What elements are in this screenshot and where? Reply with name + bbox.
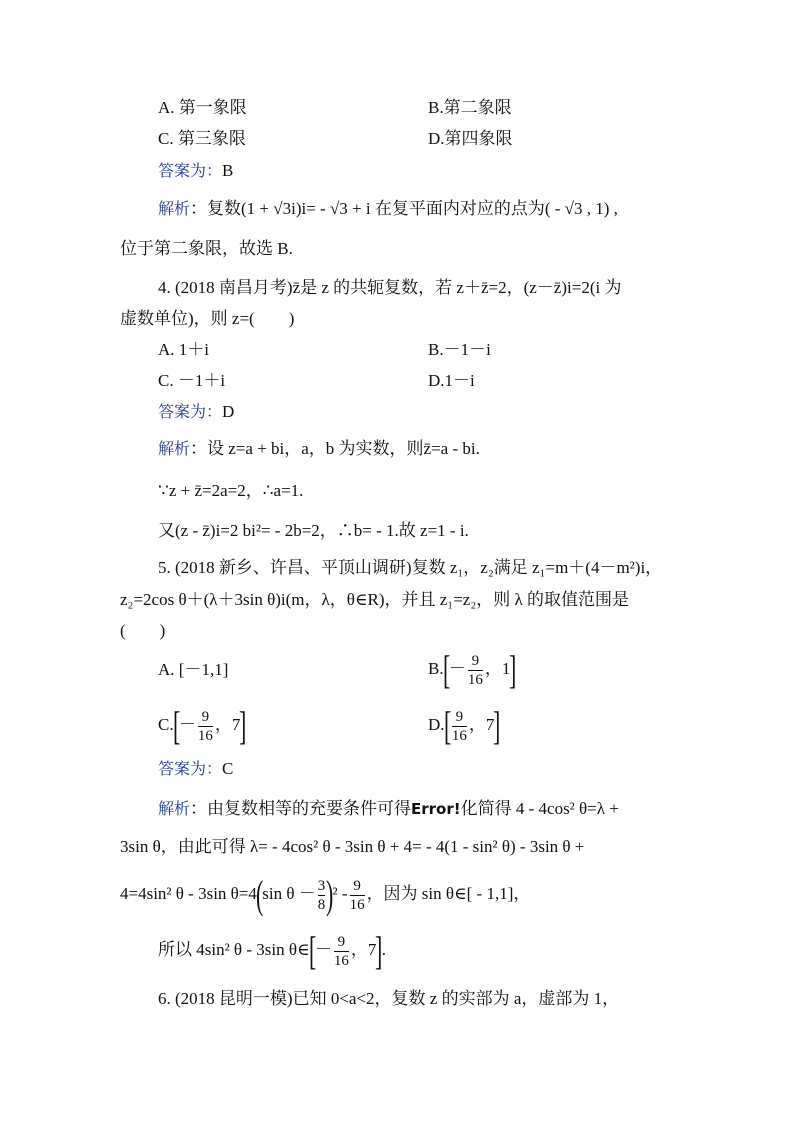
q4-option-d: D.1－i: [428, 371, 475, 390]
q4-stem-line2: 虚数单位)，则 z=( ): [120, 309, 295, 328]
q4-answer: [158, 401, 234, 423]
q6-stem-line1: 6. (2018 昆明一模)已知 0<a<2，复数 z 的实部为 a，虚部为 1，: [158, 989, 620, 1008]
fraction: $\frac{3}{8}$: [317, 877, 326, 913]
answer-label: 答案为：: [158, 161, 223, 180]
q4-option-c: C. －1＋i: [158, 371, 226, 390]
answer-value: D: [222, 402, 235, 421]
q5-analysis-line4: 所以 4sin² θ - 3sin θ∈[－ $\frac{9}{16}$ ，7].: [158, 928, 386, 974]
right-paren-icon: ): [326, 872, 334, 918]
q5-stem-line1: 5. (2018 新乡、许昌、平顶山调研)复数 z₁，z₂满足 z₁=m＋(4－m²)i，: [158, 558, 663, 577]
q5-option-c: C.[－ $\frac{9}{16}$ ，7]: [158, 703, 247, 749]
q4-option-b: B.－1－i: [428, 340, 491, 359]
q5-stem-line2: z₂=2cos θ＋(λ＋3sin θ)i(m，λ，θ∈R)，并且 z₁=z₂，则 λ 的取值范围是: [120, 590, 630, 609]
fraction: $\frac{9}{16}$: [197, 708, 213, 744]
right-bracket-icon: ]: [375, 928, 383, 974]
error-text: Error!: [411, 800, 461, 818]
left-bracket-icon: [: [308, 928, 316, 974]
q3-option-d: D.第四象限: [428, 129, 513, 148]
q5-stem-line3: ( ): [120, 621, 166, 640]
q3-option-b: B.第二象限: [428, 98, 512, 117]
answer-value: C: [222, 759, 234, 778]
answer-value: B: [222, 161, 234, 180]
analysis-label: 解析: [158, 439, 191, 458]
fraction: $\frac{9}{16}$: [451, 708, 467, 744]
q3-analysis-line1: [158, 198, 618, 220]
q5-analysis-line2: 3sin θ，由此可得 λ= - 4cos² θ - 3sin θ + 4= - 4(1 - sin² θ) - 3sin θ +: [120, 837, 585, 856]
q5-option-a: A. [－1,1]: [158, 660, 229, 679]
q5-answer: [158, 758, 233, 780]
fraction: $\frac{9}{16}$: [349, 877, 365, 913]
q3-answer: [158, 160, 233, 182]
q5-option-d: D.[ $\frac{9}{16}$ ，7]: [428, 703, 501, 749]
q5-analysis-line3: 4=4sin² θ - 3sin θ=4(sin θ － $\frac{3}{8}$ )² - $\frac{9}{16}$ ，因为 sin θ∈[ - 1,1]，: [120, 872, 531, 918]
answer-label: 答案为：: [158, 402, 223, 421]
right-bracket-icon: ]: [509, 647, 517, 693]
left-paren-icon: (: [255, 872, 264, 918]
analysis-label: 解析: [158, 199, 191, 218]
analysis-text: ：复数(1 + √3i)i= - √3 + i 在复平面内对应的点为( - √3 , 1) ,: [190, 199, 618, 218]
fraction: $\frac{9}{16}$: [467, 652, 483, 688]
q4-analysis-line1: [158, 438, 480, 460]
right-bracket-icon: ]: [239, 703, 247, 749]
q4-analysis-line2: ∵z + z̄=2a=2，∴a=1.: [158, 481, 304, 500]
q4-option-a: A. 1＋i: [158, 340, 209, 359]
q5-option-b: B.[－ $\frac{9}{16}$ ，1]: [428, 647, 517, 693]
q5-analysis-line1: 解析：由复数相等的充要条件可得Error!化简得 4 - 4cos² θ=λ +: [158, 799, 619, 818]
left-bracket-icon: [: [172, 703, 180, 749]
analysis-text: ：设 z=a + bi，a，b 为实数，则z̄=a - bi.: [190, 439, 480, 458]
analysis-label: 解析: [158, 799, 191, 818]
right-bracket-icon: ]: [493, 703, 501, 749]
q3-analysis-line2: 位于第二象限，故选 B.: [120, 239, 293, 258]
left-bracket-icon: [: [442, 647, 450, 693]
fraction: $\frac{9}{16}$: [333, 933, 349, 969]
q4-analysis-line3: 又(z - z̄)i=2 bi²= - 2b=2，∴b= - 1.故 z=1 - i.: [158, 521, 469, 540]
left-bracket-icon: [: [443, 703, 451, 749]
answer-label: 答案为：: [158, 759, 223, 778]
q3-option-c: C. 第三象限: [158, 129, 246, 148]
q3-option-a: A. 第一象限: [158, 98, 247, 117]
q4-stem-line1: 4. (2018 南昌月考)z̄是 z 的共轭复数，若 z＋z̄=2，(z－z̄)i=2(i 为: [158, 278, 622, 297]
